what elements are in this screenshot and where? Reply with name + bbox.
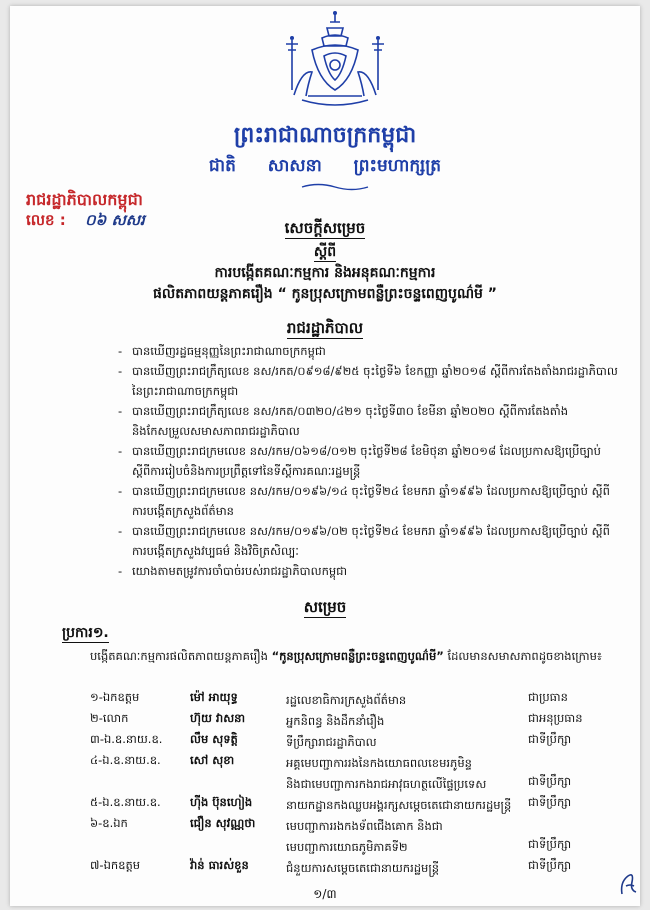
subject-line-2: ផលិតភាពយន្តភាគរឿង “ កូនប្រុសក្រោមពន្លឺព្រះចន្ទពេញបូណ៌មី ” [153,286,497,302]
considerations-list [118,341,618,581]
article-intro: បង្កើតគណៈកម្មការផលិតភាពយន្តភាគរឿង “កូនប្រុសក្រោមពន្លឺព្រះចន្ទពេញបូណ៌មី” ដែលមានសមាសភាពដូចខាងក្រោម៖ [90,649,602,663]
decides-heading: សម្រេច [303,598,347,616]
list-item: - បានឃើញព្រះរាជក្រមលេខ នស/រកម/០១៩៦/០២ ចុះថ្ងៃទី២៤ ខែមករា ឆ្នាំ១៩៩៦ ដែលប្រកាសឱ្យប្រើច្បាប់ ស្ដីពីការបង្កើតក្រសួងវប្បធម៌ និងវិចិត្រសិល្បៈ [118,521,618,561]
article-label: ប្រការ១. [62,625,109,641]
table-row: ៤-ឯ.ឧ.នាយ.ឧ. សៅ សុខា អគ្គមេបញ្ជាការរងនៃកងយោធពលខេមរភូមិន្ទ និងជាមេបញ្ជាការកងរាជអាវុធហត្ថលើផ្ទៃប្រទេស ជាទីប្រឹក្សា [90,753,572,791]
table-row: ២-លោក ហ៊ុយ វាសនា អ្នកនិពន្ធ និងដឹកនាំរឿង ជាអនុប្រធាន [90,711,583,728]
table-row: ៦-ឧ.ឯក ជឿន សុវណ្ណថា មេបញ្ជាការរងកងទ័ពជើងគោក និងជា មេបញ្ជាការយោធភូមិភាគទី២ ជាទីប្រឹក្សា [90,816,572,854]
list-item: - យោងតាមតម្រូវការចាំបាច់របស់រាជរដ្ឋាភិបាលកម្ពុជា [118,561,618,581]
divider-ornament-icon [300,182,370,192]
page-number: ១/៣ [313,887,337,901]
table-row: ៥-ឯ.ឧ.នាយ.ឧ. ហ៊ីង ប៊ុនហៀង នាយកដ្ឋានកងឈ្លបអង្គរក្សសម្ដេចតេជោនាយករដ្ឋមន្ត្រី ជាទីប្រឹក្សា [90,795,572,812]
government-title: រាជរដ្ឋាភិបាល [286,319,364,337]
kingdom-heading: ព្រះរាជាណាចក្រកម្ពុជា [233,123,417,148]
number-value: ០៦ សសរ [85,211,145,229]
table-row: ១-ឯកឧត្តម ម៉ៅ អាយុទ្ធ រដ្ឋលេខាធិការក្រសួងព័ត៌មាន ជាប្រធាន [90,690,568,707]
number-label: លេខ : [26,211,66,229]
list-item: - បានឃើញព្រះរាជក្រឹត្យលេខ នស/រកត/០៣២០/៤២១ ចុះថ្ងៃទី៣០ ខែមីនា ឆ្នាំ២០២០ ស្ដីពីការតែងតាំង និងកែសម្រួលសមាសភាពរាជរដ្ឋាភិបាល [118,401,618,441]
list-item: - បានឃើញរដ្ឋធម្មនុញ្ញនៃព្រះរាជាណាចក្រកម្ពុជា [118,341,618,361]
list-item: - បានឃើញព្រះរាជក្រមលេខ នស/រកម/០៦១៨/០១២ ចុះថ្ងៃទី២៨ ខែមិថុនា ឆ្នាំ២០១៨ ដែលប្រកាសឱ្យប្រើច្បាប់ស្ដីពីការរៀបចំនិងការប្រព្រឹត្តទៅនៃទីស្ដីការគណៈរដ្ឋមន្ត្រី [118,441,618,481]
decision-title: សេចក្ដីសម្រេច [284,219,366,237]
about-label: ស្ដីពី [313,244,337,260]
list-item: - បានឃើញព្រះរាជក្រឹត្យលេខ នស/រកត/០៩១៨/៩២៥ ចុះថ្ងៃទី៦ ខែកញ្ញា ឆ្នាំ២០១៨ ស្ដីពីការតែងតាំងរាជរដ្ឋាភិបាលនៃព្រះរាជាណាចក្រកម្ពុជា [118,361,618,401]
list-item: - បានឃើញព្រះរាជក្រមលេខ នស/រកម/០១៩៦/១៤ ចុះថ្ងៃទី២៤ ខែមករា ឆ្នាំ១៩៩៦ ដែលប្រកាសឱ្យប្រើច្បាប់ ស្ដីពីការបង្កើតក្រសួងព័ត៌មាន [118,481,618,521]
national-motto: ជាតិ សាសនា ព្រះមហាក្សត្រ [208,156,442,176]
royal-coat-of-arms-icon [272,10,398,110]
subject-line-1: ការបង្កើតគណៈកម្មការ និងអនុគណៈកម្មការ [214,265,436,281]
document-page [10,6,640,906]
table-row: ៣-ឯ.ឧ.នាយ.ឧ. លឹម សុទត្តិ ទីប្រឹក្សារាជរដ្ឋាភិបាល ជាទីប្រឹក្សា [90,732,572,749]
initials-signature-icon [618,868,640,898]
government-heading: រាជរដ្ឋាភិបាលកម្ពុជា [26,190,143,209]
members-table [90,690,610,879]
table-row: ៧-ឯកឧត្តម វ៉ាន់ ធារស់ខួន ជំនួយការសម្ដេចតេជោនាយករដ្ឋមន្ត្រី ជាទីប្រឹក្សា [90,858,572,875]
